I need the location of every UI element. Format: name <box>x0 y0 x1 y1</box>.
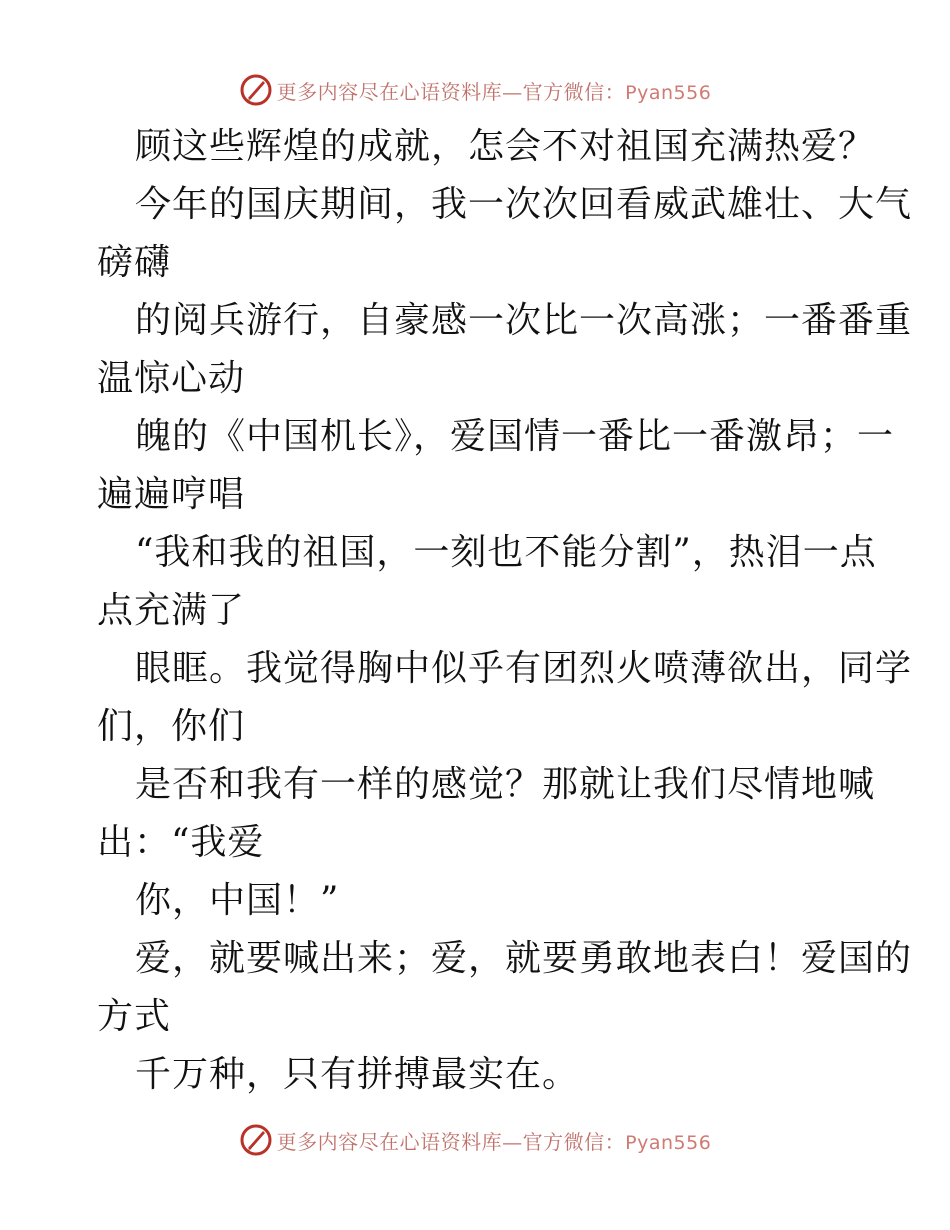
header-wechat-id: Pyan556 <box>625 81 712 104</box>
body-line: 今年的国庆期间，我一次次回看威武雄壮、大气 <box>135 184 913 225</box>
body-line: 魄的《中国机长》，爱国情一番比一番激昂；一 <box>135 416 895 457</box>
body-line: 遍遍哼唱 <box>97 474 246 515</box>
body-line: 的阅兵游行，自豪感一次比一次高涨；一番番重 <box>135 300 913 341</box>
body-line: 方式 <box>97 996 172 1037</box>
document-body <box>97 118 913 1104</box>
body-line: 磅礴 <box>97 242 172 283</box>
body-line: 顾这些辉煌的成就，怎会不对祖国充满热爱？ <box>135 126 876 167</box>
quill-logo-icon <box>239 1123 273 1157</box>
body-line: 你，中国！” <box>135 880 340 921</box>
body-line: 温惊心动 <box>97 358 246 399</box>
body-line: 千万种，只有拼搏最实在。 <box>135 1054 580 1095</box>
body-line: 爱，就要喊出来；爱，就要勇敢地表白！爱国的 <box>135 938 913 979</box>
body-line: 点充满了 <box>97 590 246 631</box>
body-line: 出：“我爱 <box>97 822 265 863</box>
body-line: “我和我的祖国，一刻也不能分割”，热泪一点 <box>135 532 877 573</box>
footer-banner-text: 更多内容尽在心语资料库—官方微信：Pyan556 <box>276 1129 712 1154</box>
quill-logo-icon <box>239 73 273 107</box>
footer-wechat-id: Pyan556 <box>625 1131 712 1154</box>
header-banner-text: 更多内容尽在心语资料库—官方微信：Pyan556 <box>276 79 712 104</box>
body-line: 们，你们 <box>97 706 246 747</box>
body-line: 眼眶。我觉得胸中似乎有团烈火喷薄欲出，同学 <box>135 648 913 689</box>
footer-banner <box>0 1118 950 1162</box>
header-banner <box>0 68 950 112</box>
body-line: 是否和我有一样的感觉？那就让我们尽情地喊 <box>135 764 876 805</box>
